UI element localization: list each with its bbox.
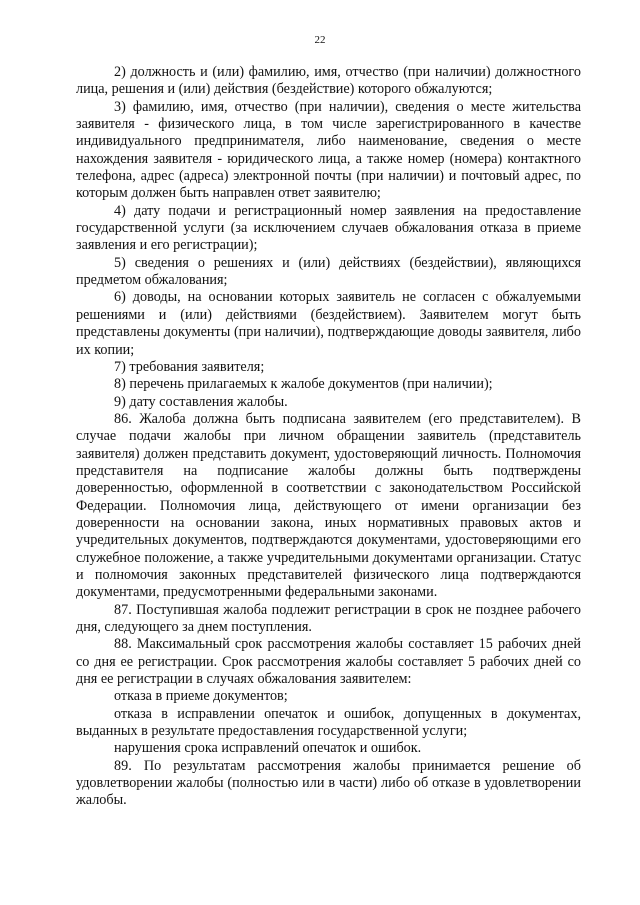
paragraph-88-case-2: отказа в исправлении опечаток и ошибок, допущенных в документах, выданных в результате предоставления государственной услуги; (76, 705, 581, 740)
paragraph-item-5: 5) сведения о решениях и (или) действиях (бездействии), являющихся предметом обжалования; (76, 254, 581, 289)
paragraph-item-6: 6) доводы, на основании которых заявитель не согласен с обжалуемыми решениями и (или) действиями (бездействием). Заявителем могут быть представлены документы (при наличии), подтверждающие доводы заявителя, либо их копии; (76, 289, 581, 358)
paragraph-item-2: 2) должность и (или) фамилию, имя, отчество (при наличии) должностного лица, решения и (или) действия (бездействие) которого обжалуются; (76, 64, 581, 98)
paragraph-88-case-1: отказа в приеме документов; (114, 688, 288, 705)
page-number: 22 (314, 34, 326, 46)
paragraph-88: 88. Максимальный срок рассмотрения жалобы составляет 15 рабочих дней со дня ее регистрации. Срок рассмотрения жалобы составляет 5 рабочих дней со дня ее регистрации в случаях обжалования заявителем: (76, 636, 581, 688)
document-body (76, 64, 581, 810)
paragraph-item-9: 9) дату составления жалобы. (114, 393, 288, 410)
paragraph-item-3: 3) фамилию, имя, отчество (при наличии), сведения о месте жительства заявителя - физического лица, в том числе зарегистрированного в качестве индивидуального предпринимателя, либо наименование, сведения о месте нахождения заявителя - юридического лица, а также номер (номера) контактного телефона, адрес (адреса) электронной почты (при наличии) и почтовый адрес, по которым должен быть направлен ответ заявителю; (76, 98, 581, 202)
paragraph-item-4: 4) дату подачи и регистрационный номер заявления на предоставление государственной услуги (за исключением случаев обжалования отказа в приеме заявления и его регистрации); (76, 202, 581, 254)
paragraph-89: 89. По результатам рассмотрения жалобы принимается решение об удовлетворении жалобы (полностью или в части) либо об отказе в удовлетворении жалобы. (76, 757, 581, 809)
paragraph-88-case-3: нарушения срока исправлений опечаток и ошибок. (114, 740, 422, 757)
paragraph-item-7: 7) требования заявителя; (114, 358, 265, 375)
paragraph-87: 87. Поступившая жалоба подлежит регистрации в срок не позднее рабочего дня, следующего за днем поступления. (76, 601, 581, 635)
paragraph-86: 86. Жалоба должна быть подписана заявителем (его представителем). В случае подачи жалобы при личном обращении заявитель (представитель заявителя) должен представить документ, удостоверяющий личность. Полномочия представителя на подписание жалобы должны быть подтверждены доверенностью, оформленной в соответствии с законодательством Российской Федерации. Полномочия лица, действующего от имени организации без доверенности на основании закона, иных нормативных правовых актов и учредительных документов, подтверждаются документами, удостоверяющими его служебное положение, а также учредительными документами организации. Статус и полномочия законных представителей физического лица подтверждаются документами, предусмотренными федеральными законами. (76, 410, 581, 601)
paragraph-item-8: 8) перечень прилагаемых к жалобе документов (при наличии); (114, 376, 493, 393)
